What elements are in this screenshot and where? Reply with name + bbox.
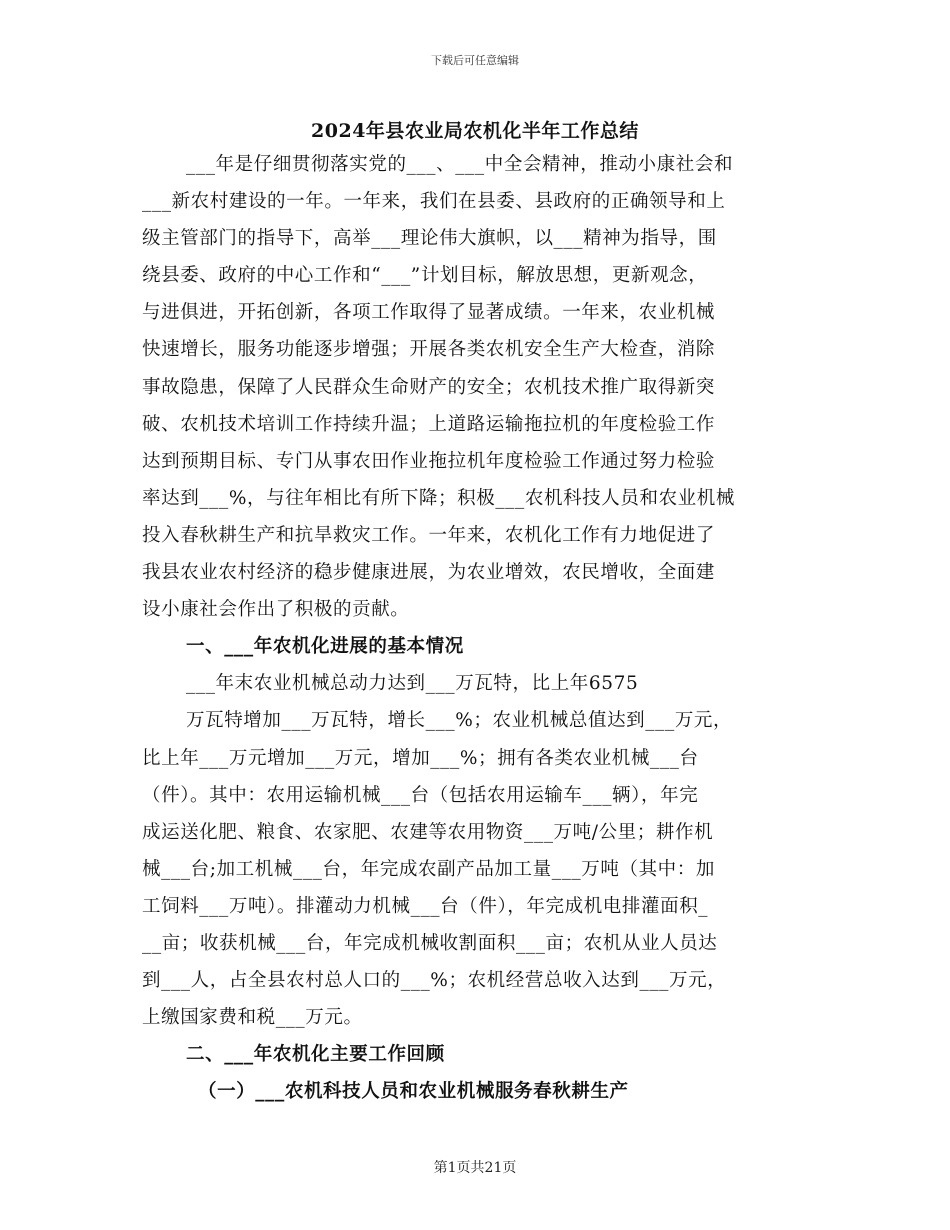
body-line: 级主管部门的指导下，高举___理论伟大旗帜，以___精神为指导，围: [142, 228, 717, 250]
body-line: 到___人，占全县农村总人口的___%；农机经营总收入达到___万元，: [142, 970, 727, 992]
body-line: ___新农村建设的一年。一年来，我们在县委、县政府的正确领导和上: [142, 191, 726, 213]
body-line: 达到预期目标、专门从事农田作业拖拉机年度检验工作通过努力检验: [142, 450, 716, 472]
body-line: 与进俱进，开拓创新，各项工作取得了显著成绩。一年来，农业机械: [142, 302, 716, 324]
body-line: 快速增长，服务功能逐步增强；开展各类农机安全生产大检查，消除: [142, 339, 716, 361]
body-line: 一、___年农机化进展的基本情况: [186, 636, 464, 658]
document-title: 2024年县农业局农机化半年工作总结: [311, 120, 639, 142]
body-line: 工饲料___万吨）。排灌动力机械___台（件），年完成机电排灌面积_: [142, 895, 709, 917]
body-line: （件）。其中：农用运输机械___台（包括农用运输车___辆），年完: [142, 784, 699, 806]
body-line: ___年是仔细贯彻落实党的___、___中全会精神，推动小康社会和: [186, 154, 734, 175]
body-line: 械___台;加工机械___台，年完成农副产品加工量___万吨（其中：加: [142, 858, 715, 880]
page-footer: 第1页共21页: [433, 1160, 517, 1176]
body-line: （一）___农机科技人员和农业机械服务春秋耕生产: [198, 1081, 629, 1103]
body-line: 率达到___%，与往年相比有所下降；积极___农机科技人员和农业机械: [142, 487, 735, 509]
body-line: 投入春秋耕生产和抗旱救灾工作。一年来，农机化工作有力地促进了: [142, 524, 716, 546]
body-line: 成运送化肥、粮食、农家肥、农建等农用物资___万吨/公里；耕作机: [142, 821, 714, 843]
page-header: 下载后可任意编辑: [431, 54, 519, 67]
body-line: 万瓦特增加___万瓦特，增长___%；农业机械总值达到___万元，: [186, 710, 733, 732]
body-line: ___年末农业机械总动力达到___万瓦特，比上年6575: [186, 673, 639, 695]
body-line: 绕县委、政府的中心工作和“___”计划目标，解放思想，更新观念，: [142, 265, 708, 287]
body-line: 事故隐患，保障了人民群众生命财产的安全；农机技术推广取得新突: [142, 376, 716, 398]
body-line: 破、农机技术培训工作持续升温；上道路运输拖拉机的年度检验工作: [142, 413, 716, 435]
body-line: 我县农业农村经济的稳步健康进展，为农业增效，农民增收，全面建: [142, 562, 716, 584]
body-line: 上缴国家费和税___万元。: [142, 1007, 363, 1029]
body-line: 比上年___万元增加___万元，增加___%；拥有各类农业机械___台: [142, 747, 699, 769]
document-body: [142, 146, 810, 1110]
body-line: __亩；收获机械___台，年完成机械收割面积___亩；农机从业人员达: [142, 932, 718, 954]
body-line: 设小康社会作出了积极的贡献。: [142, 599, 410, 621]
body-line: 二、___年农机化主要工作回顾: [186, 1044, 445, 1066]
